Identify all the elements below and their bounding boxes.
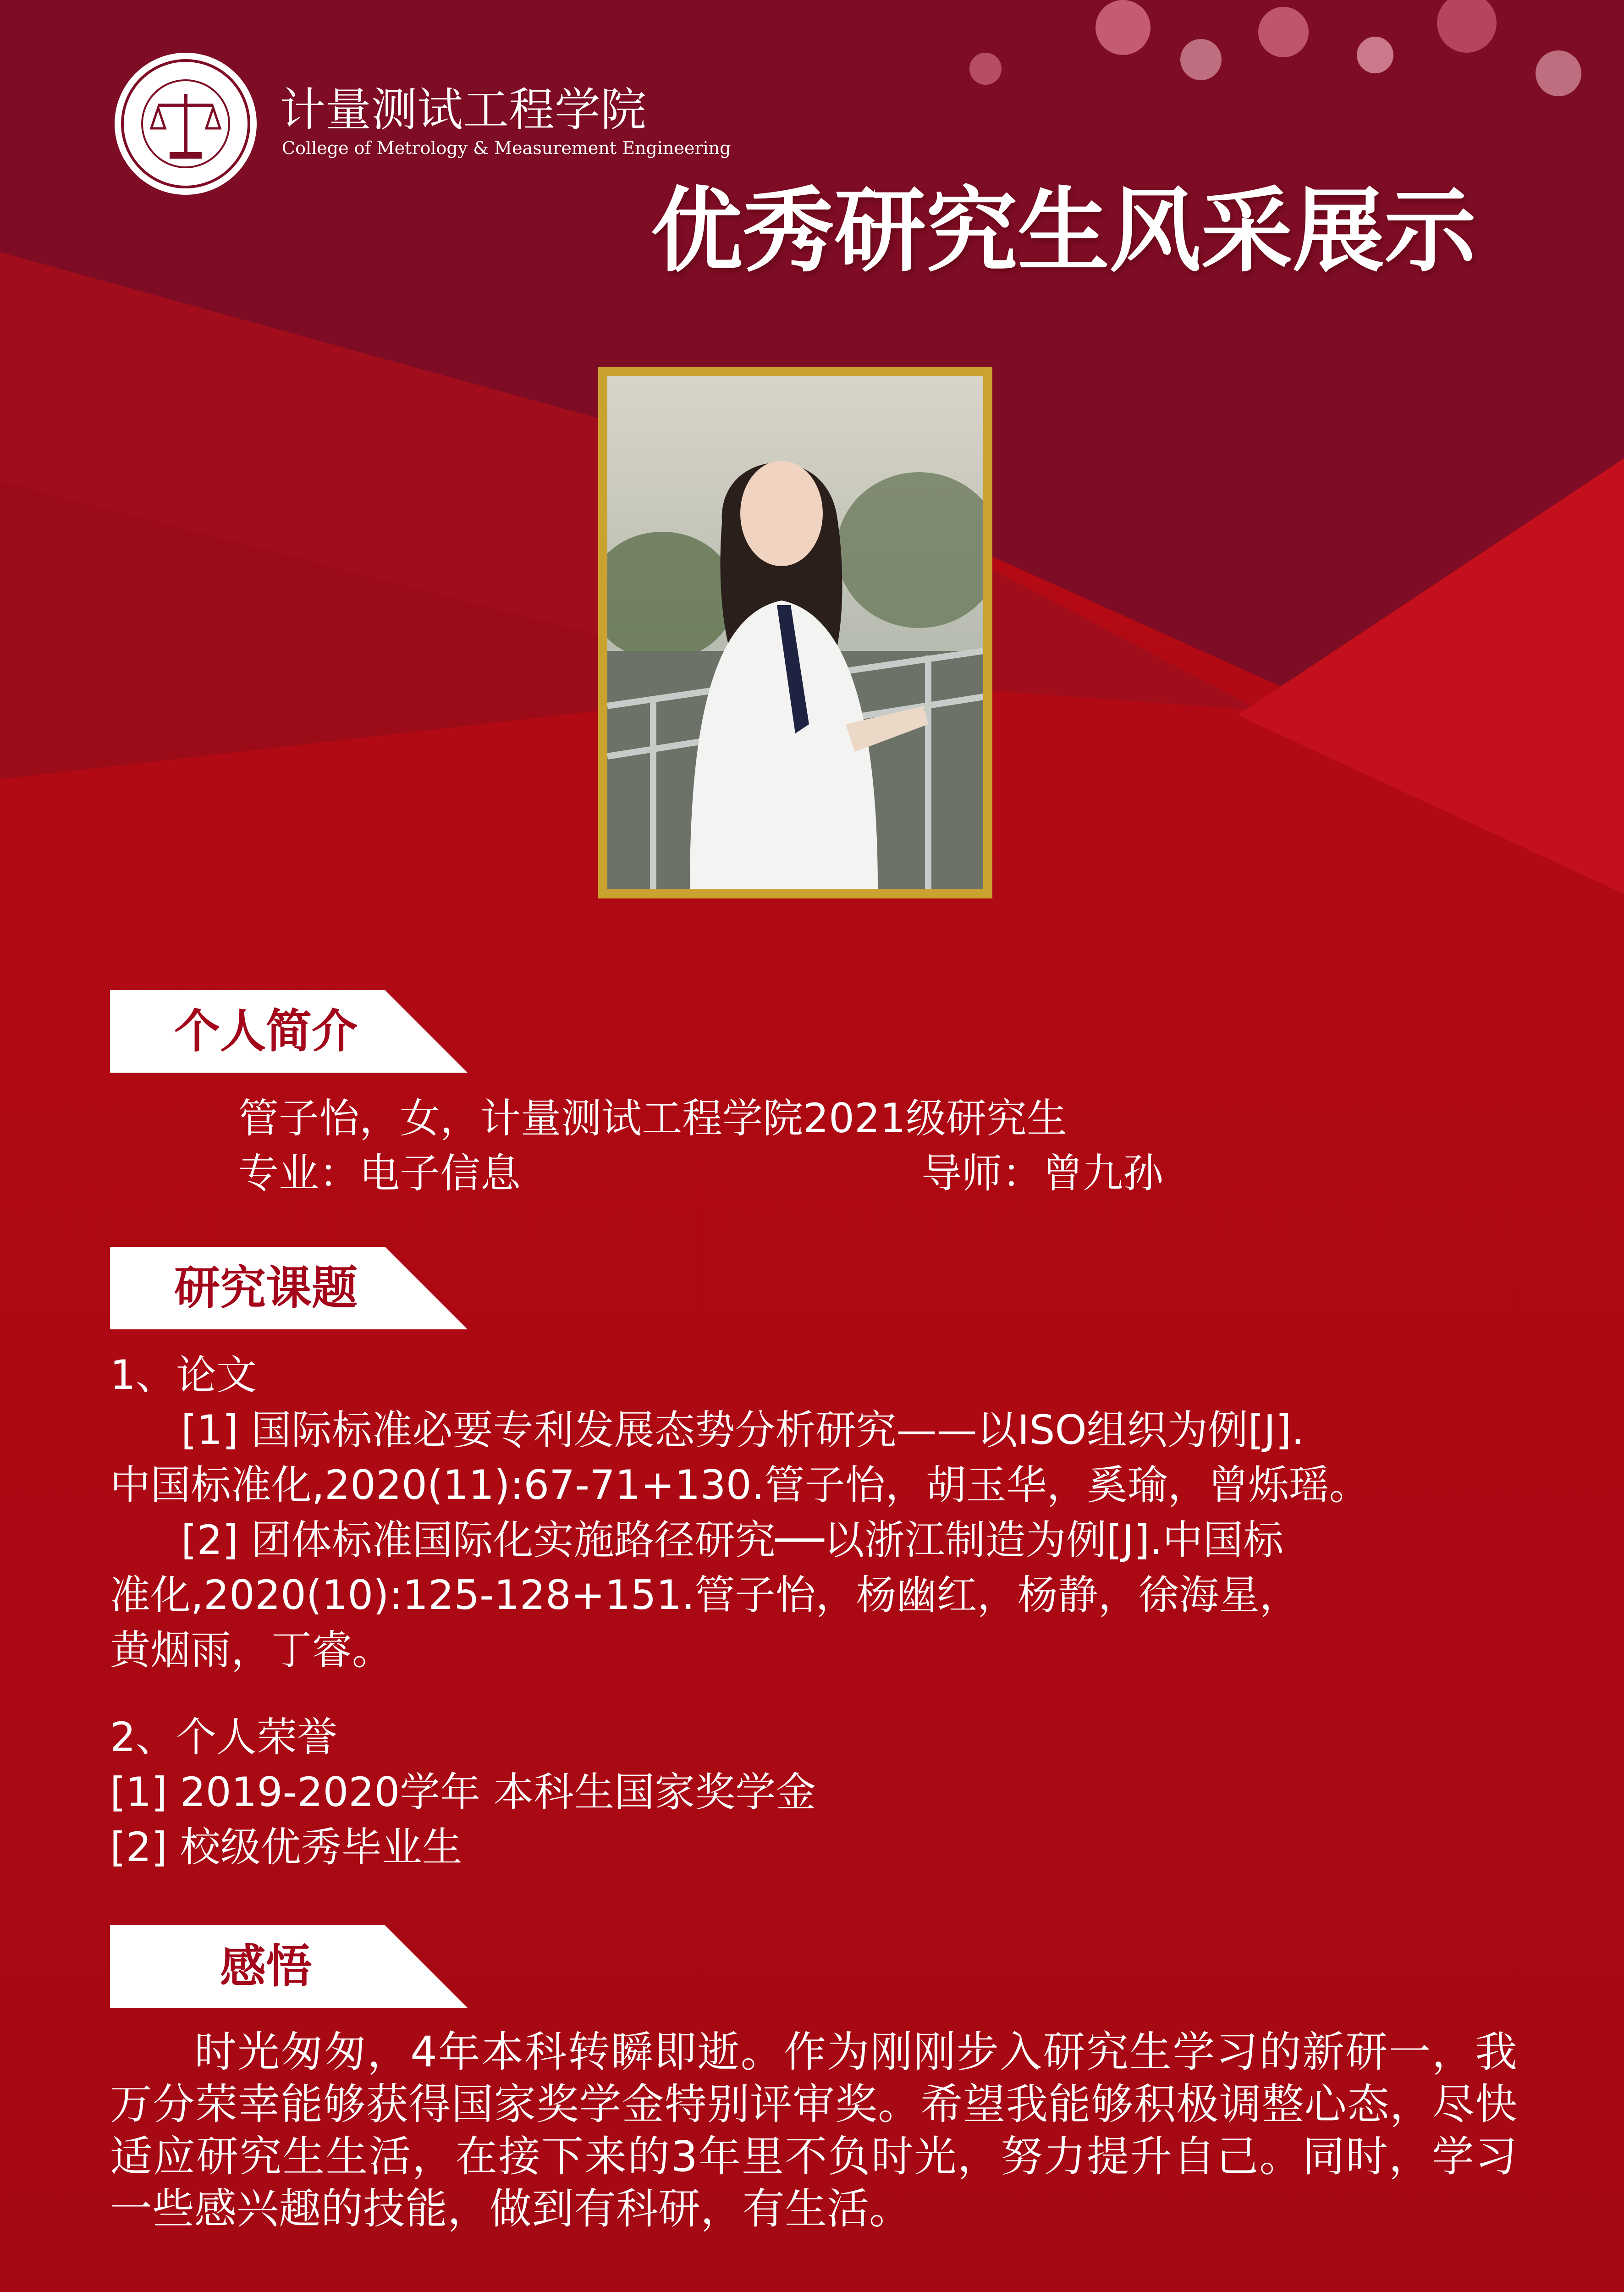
- profile-advisor: 导师：曾九孙: [921, 1150, 1164, 1197]
- section-title-profile: 个人简介: [174, 1004, 358, 1058]
- honors-heading: 2、个人荣誉: [110, 1713, 337, 1761]
- paper-1-line-2: 中国标准化,2020(11):67-71+130.管子怡，胡玉华，奚瑜，曾烁瑶。: [110, 1461, 1370, 1509]
- profile-intro: 管子怡，女，计量测试工程学院2021级研究生: [238, 1095, 1067, 1142]
- honor-2: [2] 校级优秀毕业生: [110, 1824, 462, 1871]
- paper-2-line-3: 黄烟雨，丁睿。: [110, 1626, 393, 1674]
- paper-2-line-1: [2] 团体标准国际化实施路径研究──以浙江制造为例[J].中国标: [181, 1516, 1284, 1564]
- papers-heading: 1、论文: [110, 1351, 257, 1399]
- paper-1-line-1: [1] 国际标准必要专利发展态势分析研究——以ISO组织为例[J].: [181, 1406, 1305, 1454]
- section-label-research: [110, 1247, 472, 1329]
- reflection-text: 时光匆匆，4年本科转瞬即逝。作为刚刚步入研究生学习的新研一，我万分荣幸能够获得国家奖学金特别评审奖。希望我能够积极调整心态，尽快适应研究生生活，在接下来的3年里不负时光，努力提升自己。同时，学习一些感兴趣的技能，做到有科研，有生活。: [110, 2028, 1517, 2233]
- student-photo: [598, 367, 992, 898]
- profile-major: 专业：电子信息: [238, 1150, 521, 1197]
- section-label-profile: [110, 990, 472, 1073]
- section-title-research: 研究课题: [174, 1261, 358, 1315]
- college-name-en: College of Metrology & Measurement Engineering: [282, 138, 731, 158]
- student-portrait-image: [607, 376, 983, 889]
- section-title-reflection: 感悟: [220, 1939, 312, 1993]
- poster-title: 优秀研究生风采展示: [651, 178, 1476, 285]
- honor-1: [1] 2019-2020学年 本科生国家奖学金: [110, 1769, 816, 1816]
- paper-2-line-2: 准化,2020(10):125-128+151.管子怡，杨幽红，杨静，徐海星，: [110, 1571, 1300, 1619]
- section-label-reflection: [110, 1925, 472, 2008]
- college-logo-icon: [112, 50, 259, 197]
- college-name-cn: 计量测试工程学院: [280, 83, 646, 137]
